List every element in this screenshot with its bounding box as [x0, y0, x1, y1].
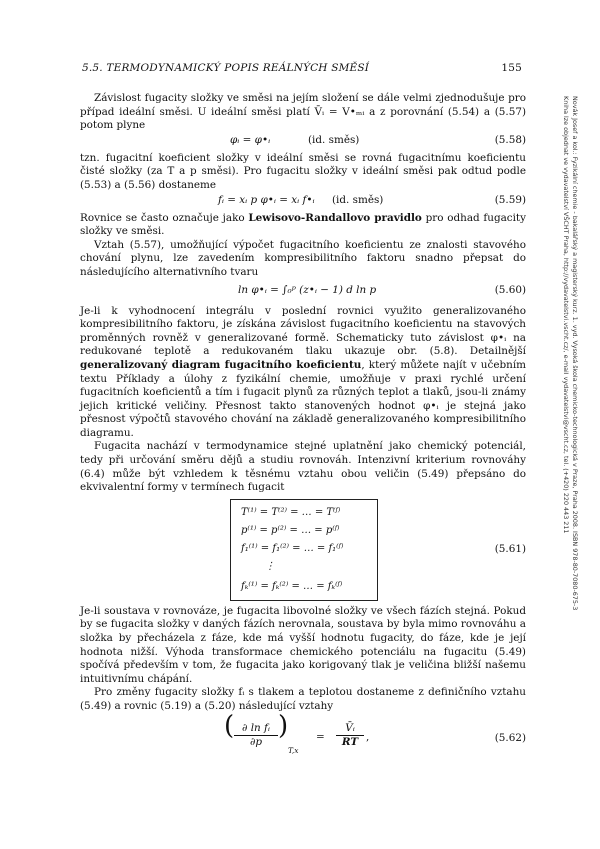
lhs-numerator: ∂ ln fᵢ — [242, 721, 270, 734]
equation-5-61 — [80, 499, 526, 601]
running-header — [82, 62, 522, 80]
equation-5-58-math: φᵢ = φ•ᵢ — [230, 133, 271, 146]
paragraph-ideal-mixture: Závislost fugacity složky ve směsi na jejím složení se dále velmi zjednodušuje pro případ ideální směsi. U ideální směsi platí V̄ᵢ = V•ₘᵢ a z porovnání (5.54) a (5.57) potom plyne — [80, 92, 526, 132]
right-paren: ) — [278, 710, 289, 741]
equation-5-58-number: (5.58) — [494, 133, 526, 146]
lhs-fraction — [234, 722, 278, 750]
paragraph-lewis-randall — [80, 212, 526, 239]
equation-5-61-row: f₁⁽¹⁾ = f₁⁽²⁾ = … = f₁⁽ᶠ⁾ — [241, 542, 344, 554]
lewis-randall-term: Lewisovo-Randallovo pravidlo — [248, 211, 422, 224]
equation-5-62-tail: , — [366, 730, 370, 743]
lewis-randall-text-a: Rovnice se často označuje jako — [80, 211, 249, 224]
equation-5-61-row: T⁽¹⁾ = T⁽²⁾ = … = T⁽ᶠ⁾ — [241, 506, 341, 518]
lhs-denominator: ∂p — [234, 735, 278, 750]
equation-5-60 — [80, 281, 526, 303]
generalized-text-b: , který můžete najít v učebním textu Příklady a úlohy z fyzikální chemie, umožňuje v praxi rychlé určení fugacitních koeficientů a tím i fugacit plynů za různých teplot a tlaků, jsou-li známy jejich kritické veličiny. Přesnost takto stanovených hodnot φ•ᵢ je stejná jako přesnost výpočtů stavového chování na základě generalizovaného kompresibilitního diagramu. — [80, 358, 526, 439]
paragraph-fugacity-equal: Je-li soustava v rovnováze, je fugacita libovolné složky ve všech fázích stejná. Pokud by se fugacita složky v daných fázích nerovnala, soustava by byla mimo rovnováhu a složka by přecházela z fáze, kde má vyšší hodnotu fugacity, do fáze, kde je její hodnota nižší. Výhoda transformace chemického potenciálu na fugacitu (5.49) spočívá především v tom, že fugacita jako korigovaný tlak je veličina bližší našemu intuitivnímu chápání. — [80, 604, 526, 685]
equation-5-59-number: (5.59) — [494, 193, 526, 206]
equation-5-61-row: p⁽¹⁾ = p⁽²⁾ = … = p⁽ᶠ⁾ — [241, 524, 340, 536]
section-title: 5.5. TERMODYNAMICKÝ POPIS REÁLNÝCH SMĚSÍ — [82, 62, 370, 74]
equals-sign: = — [316, 730, 325, 743]
body-text — [80, 92, 526, 762]
equation-5-62 — [80, 710, 526, 762]
rhs-fraction — [336, 722, 364, 750]
equation-5-61-box — [230, 499, 378, 601]
equation-5-59 — [80, 194, 526, 210]
citation-line-1: Novák Josef a kol.: Fyzikální chemie - bakalářský a magisterský kurz. 1. vyd. Vysoká škola chemicko-technologická v Praze, Praha 2008. ISBN 978-80-7080-675-3 — [571, 96, 579, 611]
margin-citation — [561, 96, 581, 736]
equation-5-61-number: (5.61) — [494, 542, 526, 555]
equation-5-62-number: (5.62) — [494, 731, 526, 744]
rhs-numerator: V̄ᵢ — [345, 721, 355, 734]
equation-5-61-row: fₖ⁽¹⁾ = fₖ⁽²⁾ = … = fₖ⁽ᶠ⁾ — [241, 580, 343, 592]
paragraph-fugacity-coefficient: tzn. fugacitní koeficient složky v ideální směsi se rovná fugacitnímu koeficientu čisté složky (za T a p směsi). Pro fugacitu složky v ideální směsi pak odtud podle (5.53) a (5.56) dostaneme — [80, 151, 526, 191]
equation-5-58 — [80, 134, 526, 150]
equation-5-58-note: (id. směs) — [308, 133, 360, 146]
generalized-diagram-term: generalizovaný diagram fugacitního koeficientu — [80, 358, 362, 371]
paragraph-generalized-diagram — [80, 305, 526, 441]
paragraph-fugacity-changes: Pro změny fugacity složky fᵢ s tlakem a teplotou dostaneme z definičního vztahu (5.49) a rovnic (5.19) a (5.20) následující vztahy — [80, 686, 526, 712]
equation-5-60-number: (5.60) — [494, 283, 526, 296]
rhs-denominator: RT — [336, 735, 364, 750]
equation-5-59-note: (id. směs) — [332, 193, 384, 206]
equation-5-61-row: ⋮ — [265, 560, 275, 572]
citation-line-2: Kniha lze objednat ve vydavatelství VŠCHT Praha, http://vydavatelstvi.vscht.cz/, e-mail vydavatelstvi@vscht.cz, tel. (+420) 220 443 211 — [562, 96, 570, 534]
generalized-text-a: Je-li k vyhodnocení integrálu v poslední rovnici využito generalizovaného kompresibilitního faktoru, je získána závislost fugacitního koeficientu na stavových proměnných rovněž v generalizované formě. Schematicky tuto závislost φ•ᵢ na redukované teplotě a redukovaném tlaku ukazuje obr. (5.8). Detailnější — [80, 304, 526, 358]
left-paren: ( — [224, 710, 235, 741]
paragraph-compressibility: Vztah (5.57), umožňující výpočet fugacitního koeficientu ze znalosti stavového chování plynu, lze zavedením kompresibilitního faktoru snadno přepsat do následujícího alternativního tvaru — [80, 238, 526, 278]
equation-5-60-math: ln φ•ᵢ = ∫₀ᵖ (z•ᵢ − 1) d ln p — [238, 283, 377, 296]
lhs-subscript: T,x — [288, 745, 299, 755]
lewis-randall-text-b: pro odhad fugacity složky ve směsi. — [80, 211, 526, 238]
page-number: 155 — [501, 62, 522, 74]
paragraph-equilibrium: Fugacita nachází v termodynamice stejné uplatnění jako chemický potenciál, tedy při určování směru dějů a studiu rovnováh. Intenzivní kriterium rovnováhy (6.4) může být vzhledem k těsnému vztahu obou veličin (5.49) přepsáno do ekvivalentní formy v termínech fugacit — [80, 440, 526, 494]
equation-5-59-math: fᵢ = xᵢ p φ•ᵢ = xᵢ f•ᵢ — [218, 193, 315, 206]
